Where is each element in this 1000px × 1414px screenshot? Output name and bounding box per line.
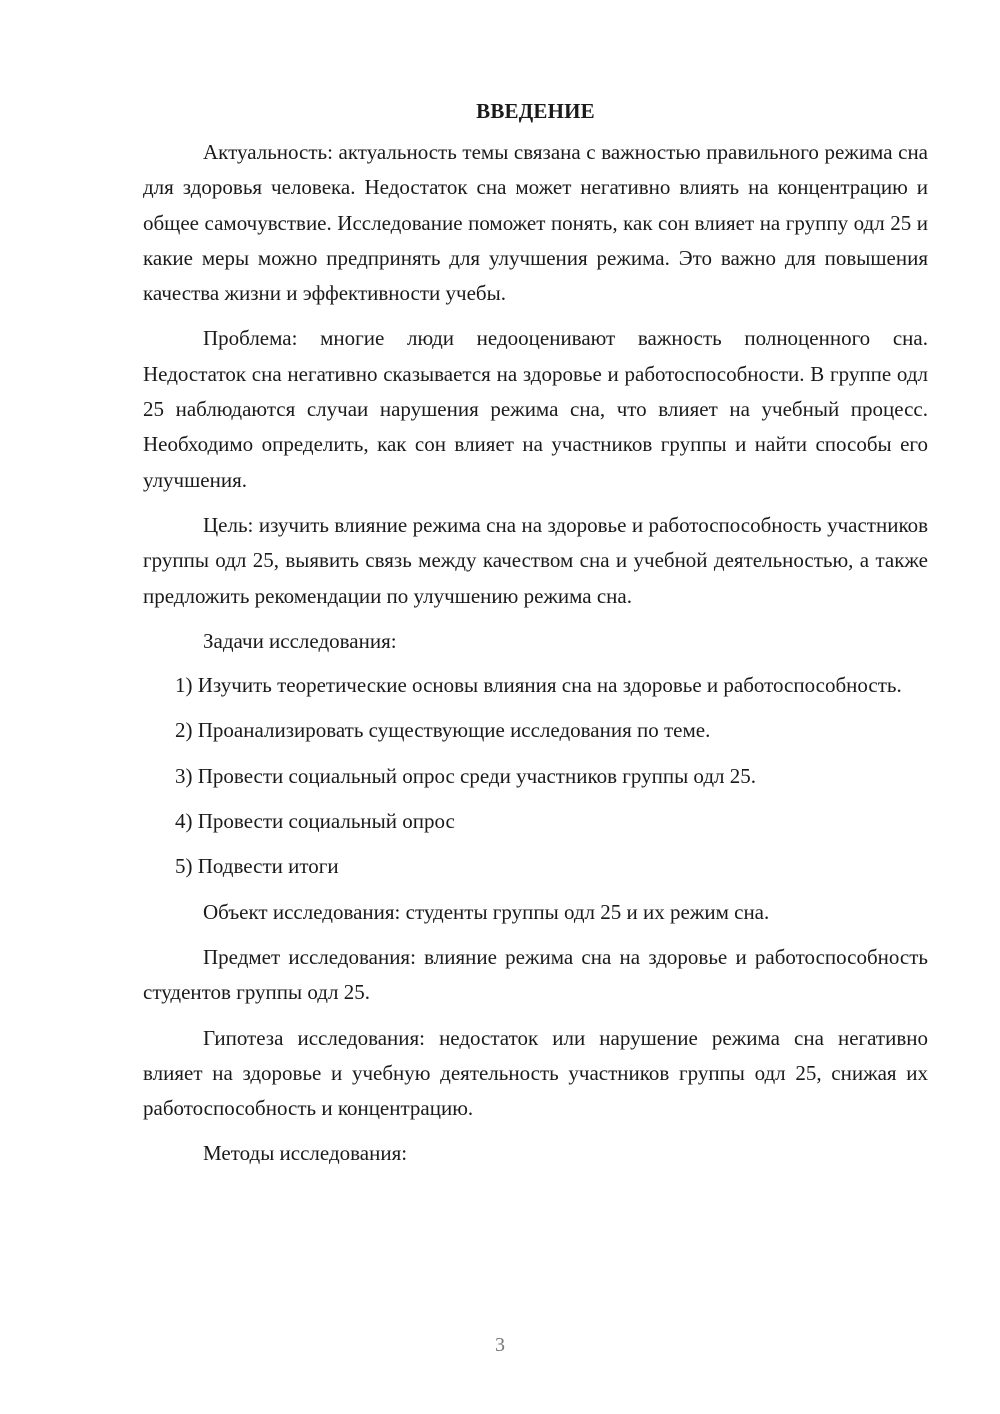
paragraph-goal: Цель: изучить влияние режима сна на здоровье и работоспособность участников группы одл 25, выявить связь между качеством сна и учебной деятельностью, а также предложить рекомендации по улучшению режима сна. [143,512,928,608]
paragraph-object: Объект исследования: студенты группы одл 25 и их режим сна. [203,899,770,924]
page-number: 3 [495,1334,505,1356]
task-item-3: 3) Провести социальный опрос среди участников группы одл 25. [175,763,756,788]
paragraph-subject: Предмет исследования: влияние режима сна на здоровье и работоспособность студентов группы одл 25. [143,944,928,1005]
paragraph-problem: Проблема: многие люди недооценивают важность полноценного сна. Недостаток сна негативно сказывается на здоровье и работоспособности. В группе одл 25 наблюдаются случаи нарушения режима сна, что влияет на учебный процесс. Необходимо определить, как сон влияет на участников группы и найти способы его улучшения. [143,326,928,492]
methods-heading: Методы исследования: [203,1141,408,1166]
task-item-2: 2) Проанализировать существующие исследования по теме. [175,718,711,743]
paragraph-relevance: Актуальность: актуальность темы связана с важностью правильного режима сна для здоровья человека. Недостаток сна может негативно влиять на концентрацию и общее самочувствие. Исследование поможет понять, как сон влияет на группу одл 25 и какие меры можно предпринять для улучшения режима. Это важно для повышения качества жизни и эффективности учебы. [143,140,928,306]
page-title: ВВЕДЕНИЕ [476,99,595,123]
task-item-1: 1) Изучить теоретические основы влияния сна на здоровье и работоспособность. [175,673,902,698]
task-item-5: 5) Подвести итоги [175,854,339,879]
task-item-4: 4) Провести социальный опрос [175,809,455,834]
tasks-heading: Задачи исследования: [203,628,397,653]
paragraph-hypothesis: Гипотеза исследования: недостаток или нарушение режима сна негативно влияет на здоровье и учебную деятельность участников группы одл 25, снижая их работоспособность и концентрацию. [143,1025,928,1121]
page-content [143,96,928,1182]
